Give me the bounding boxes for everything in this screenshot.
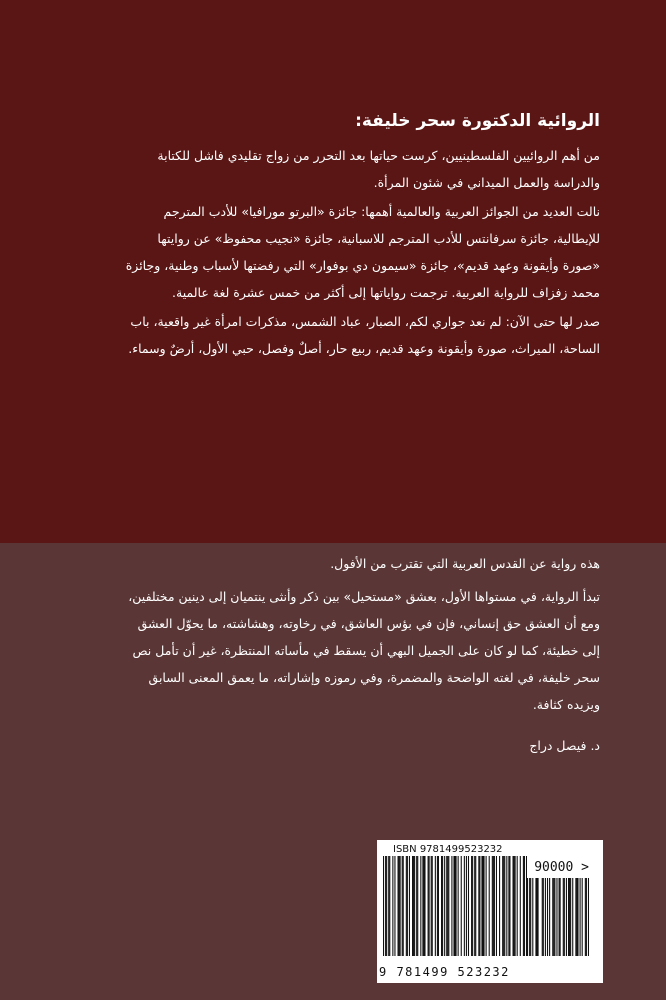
author-bio-text — [120, 108, 600, 364]
barcode-bar — [414, 856, 415, 956]
barcode-bar — [575, 878, 576, 956]
barcode-bar — [407, 856, 408, 956]
barcode-bar — [504, 856, 505, 956]
barcode-bar — [464, 856, 465, 956]
barcode-bar — [437, 856, 438, 956]
barcode-bar — [559, 878, 560, 956]
barcode-bar — [506, 856, 507, 956]
barcode-bar — [398, 856, 399, 956]
barcode-bar — [527, 878, 528, 956]
barcode-bar — [482, 856, 483, 956]
barcode-bar — [580, 878, 581, 956]
barcode-bar — [543, 878, 544, 956]
barcode-bar — [447, 856, 448, 956]
blurb-intro: هذه رواية عن القدس العربية التي تقترب من الأفول. — [330, 556, 600, 571]
awards-paragraph: نالت العديد من الجوائز العربية والعالمية أهمها: جائزة «البرتو مورافيا» للأدب المترجم للإيطالية، جائزة سرفانتس للأدب المترجم للاسبانية، جائزة «نجيب محفوظ» عن روايتها «صورة وأيقونة وعهد قديم»، جائزة «سيمون دي بوفوار» التي رفضتها لأسباب وطنية، وجائزة محمد زفزاف للرواية العربية. ترجمت رواياتها إلى أكثر من خمس عشرة لغة عالمية. — [125, 204, 600, 300]
barcode-bar — [493, 856, 494, 956]
barcode-bar — [423, 856, 424, 956]
barcode-bar — [456, 856, 457, 956]
barcode-bar — [582, 878, 583, 956]
barcode-bar — [392, 856, 393, 956]
barcode-bar — [502, 856, 503, 956]
barcode-bar — [399, 856, 400, 956]
barcode-bar — [535, 878, 536, 956]
addon-barcode-bars — [527, 878, 589, 956]
barcode-bar — [538, 878, 539, 956]
barcode-bar — [542, 878, 543, 956]
barcode-bar — [552, 878, 553, 956]
barcode-bar — [431, 856, 432, 956]
barcode-bar — [524, 856, 525, 956]
barcode-bar — [446, 856, 447, 956]
barcode-bar — [417, 856, 418, 956]
barcode-bar — [420, 856, 421, 956]
blurb-signature: د. فيصل دراج — [529, 738, 600, 753]
barcode-bar — [486, 856, 487, 956]
barcode-bar — [560, 878, 561, 956]
barcode-bar — [412, 856, 413, 956]
barcode-bar — [479, 856, 480, 956]
barcode-bar — [585, 878, 586, 956]
barcode-bar — [523, 856, 524, 956]
barcode-bar — [515, 856, 516, 956]
isbn-label: ISBN 9781499523232 — [393, 844, 503, 855]
book-blurb — [118, 550, 600, 724]
author-heading: الروائية الدكتورة سحر خليفة: — [355, 111, 600, 131]
barcode-bar — [499, 856, 500, 956]
barcode-bars — [383, 856, 527, 956]
barcode-bar — [432, 856, 433, 956]
barcode-box — [377, 840, 603, 983]
barcode-bar — [409, 856, 410, 956]
barcode-bar — [529, 878, 530, 956]
barcode-bar — [586, 878, 587, 956]
barcode-bar — [444, 856, 445, 956]
barcode-bar — [547, 878, 548, 956]
barcode-bar — [570, 878, 571, 956]
barcode-bar — [458, 856, 459, 956]
barcode-bar — [454, 856, 455, 956]
barcode-bar — [474, 856, 475, 956]
barcode-bar — [513, 856, 514, 956]
barcode-bar — [383, 856, 384, 956]
barcode-bar — [572, 878, 573, 956]
barcode-bar — [481, 856, 482, 956]
barcode-bar — [566, 878, 567, 956]
barcode-bar — [554, 878, 555, 956]
barcode-bar — [441, 856, 442, 956]
barcode-bar — [545, 878, 546, 956]
barcode-bar — [428, 856, 429, 956]
barcode-bar — [475, 856, 476, 956]
barcode-bar — [422, 856, 423, 956]
barcode-bar — [424, 856, 425, 956]
barcode-bar — [451, 856, 452, 956]
barcode-bar — [520, 856, 521, 956]
barcode-bar — [389, 856, 390, 956]
barcode-bar — [406, 856, 407, 956]
barcode-bar — [530, 878, 531, 956]
barcode-bar — [569, 878, 570, 956]
barcode-bar — [563, 878, 564, 956]
barcode-bar — [536, 878, 537, 956]
price-code: 90000 > — [534, 860, 589, 875]
barcode-bar — [556, 878, 557, 956]
barcode-bar — [532, 878, 533, 956]
barcode-bar — [402, 856, 403, 956]
barcode-bar — [438, 856, 439, 956]
barcode-bar — [429, 856, 430, 956]
barcode-bar — [471, 856, 472, 956]
works-paragraph: صدر لها حتى الآن: لم نعد جواري لكم، الصبار، عباد الشمس، مذكرات امرأة غير واقعية، باب الساحة، الميراث، صورة وأيقونة وعهد قديم، ربيع حار، أصلٌ وفصل، حبي الأول، أرضٌ وسماء. — [128, 314, 600, 356]
barcode-bar — [588, 878, 589, 956]
barcode-bar — [478, 856, 479, 956]
barcode-bar — [494, 856, 495, 956]
barcode-bar — [576, 878, 577, 956]
barcode-bar — [461, 856, 462, 956]
barcode-bar — [466, 856, 467, 956]
barcode-bar — [489, 856, 490, 956]
barcode-bar — [503, 856, 504, 956]
barcode-bar — [564, 878, 565, 956]
barcode-bar — [435, 856, 436, 956]
barcode-bar — [385, 856, 386, 956]
isbn-digits: 9 781499 523232 — [379, 965, 510, 979]
barcode-bar — [394, 856, 395, 956]
barcode-bar — [509, 856, 510, 956]
barcode-bar — [492, 856, 493, 956]
barcode-bar — [413, 856, 414, 956]
blurb-body: تبدأ الرواية، في مستواها الأول، بعشق «مستحيل» بين ذكر وأنثى ينتميان إلى دينين مختلفين، ومع أن العشق حق إنساني، فإن في بؤس العاشق، في رخاوته، وهشاشته، ما يحوّل العشق إلى خطيئة، كما لو كان على الجميل البهي أن يسقط في مأساته المنتظرة، غير أن تأمل نص سحر خليفة، في لغته الواضحة والمضمرة، وفي رموزه وإشاراته، ما يعمق المعنى السابق ويزيده كثافة. — [128, 589, 600, 712]
barcode-bar — [553, 878, 554, 956]
barcode-bar — [448, 856, 449, 956]
barcode-bar — [403, 856, 404, 956]
barcode-bar — [453, 856, 454, 956]
barcode-bar — [577, 878, 578, 956]
barcode-bar — [549, 878, 550, 956]
barcode-bar — [472, 856, 473, 956]
barcode-bar — [483, 856, 484, 956]
barcode-bar — [416, 856, 417, 956]
barcode-bar — [517, 856, 518, 956]
barcode-bar — [400, 856, 401, 956]
barcode-bar — [514, 856, 515, 956]
barcode-bar — [508, 856, 509, 956]
barcode-bar — [496, 856, 497, 956]
barcode-bar — [388, 856, 389, 956]
bio-paragraph: من أهم الروائيين الفلسطينيين، كرست حياتها بعد التحرر من زواج تقليدي فاشل للكتابة والدراسة والعمل الميداني في شئون المرأة. — [157, 148, 600, 190]
barcode-bar — [386, 856, 387, 956]
barcode-bar — [442, 856, 443, 956]
barcode-bar — [468, 856, 469, 956]
barcode-bar — [568, 878, 569, 956]
